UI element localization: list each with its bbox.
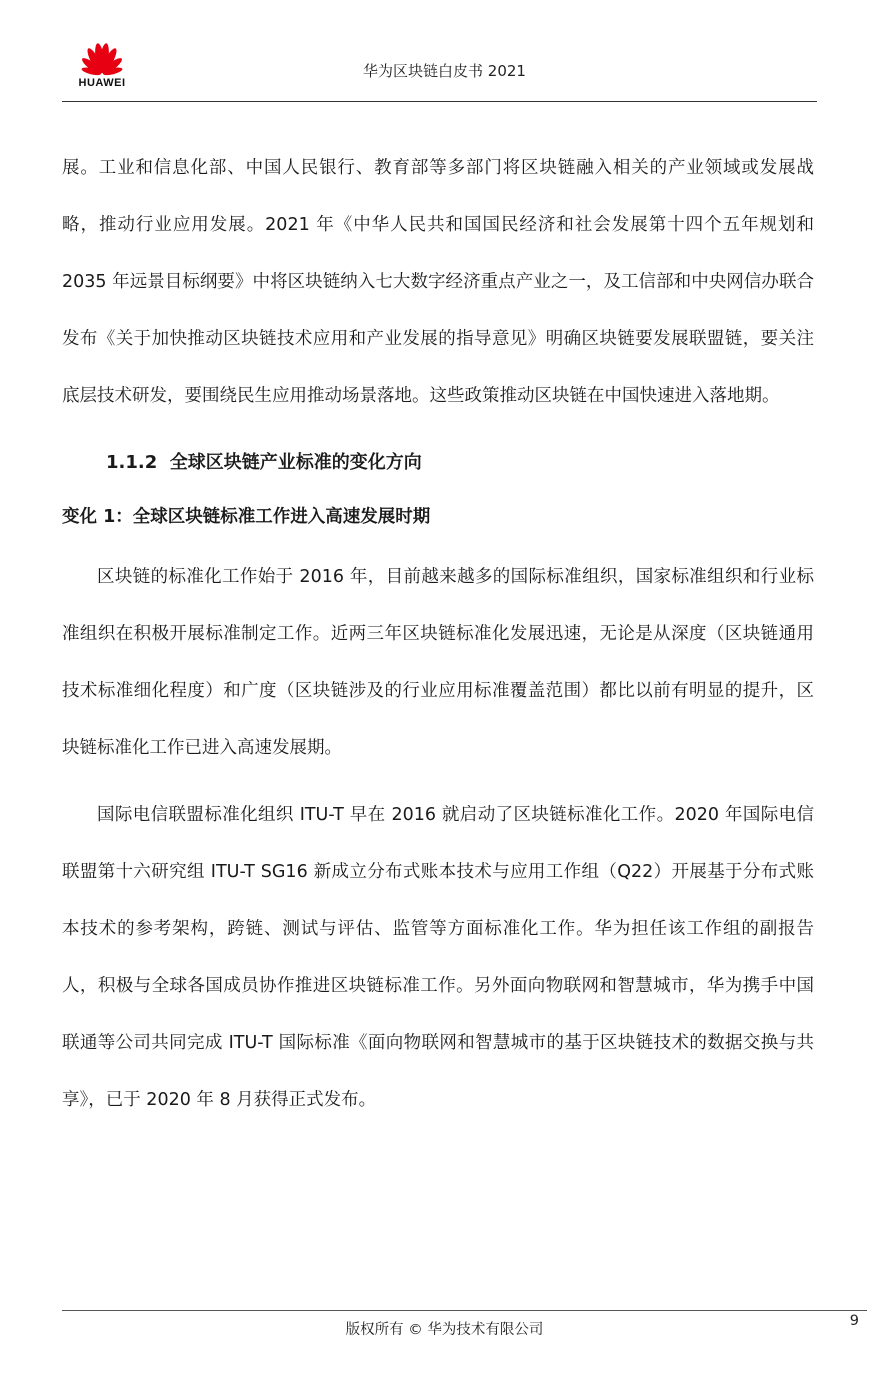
footer-copyright: 版权所有 © 华为技术有限公司 — [345, 1322, 544, 1338]
paragraph-standardization: 区块链的标准化工作始于 2016 年，目前越来越多的国际标准组织，国家标准组织和行业标准组织在积极开展标准制定工作。近两三年区块链标准化发展迅速，无论是从深度（区块链通用技术标准细化程度）和广度（区块链涉及的行业应用标准覆盖范围）都比以前有明显的提升，区块链标准化工作已进入高速发展期。 — [62, 567, 814, 758]
page-number: 9 — [849, 1313, 859, 1329]
document-title: 华为区块链白皮书 2021 — [363, 62, 526, 80]
paragraph-itu-t: 国际电信联盟标准化组织 ITU-T 早在 2016 就启动了区块链标准化工作。2020 年国际电信联盟第十六研究组 ITU-T SG16 新成立分布式账本技术与应用工作组（Q22）开展基于分布式账本技术的参考架构，跨链、测试与评估、监管等方面标准化工作。华为担任该工作组的副报告人，积极与全球各国成员协作推进区块链标准工作。另外面向物联网和智慧城市，华为携手中国联通等公司共同完成 ITU-T 国际标准《面向物联网和智慧城市的基于区块链技术的数据交换与共享》，已于 2020 年 8 月获得正式发布。 — [62, 805, 814, 1110]
section-title: 全球区块链产业标准的变化方向 — [169, 452, 422, 473]
page-content — [62, 140, 814, 1129]
subsection-heading: 变化 1：全球区块链标准工作进入高速发展时期 — [62, 507, 431, 527]
footer-divider — [62, 1310, 867, 1311]
section-heading — [62, 443, 814, 483]
logo-wordmark: HUAWEI — [78, 77, 126, 89]
paragraph-policy: 展。工业和信息化部、中国人民银行、教育部等多部门将区块链融入相关的产业领域或发展战略，推动行业应用发展。2021 年《中华人民共和国国民经济和社会发展第十四个五年规划和 2035 年远景目标纲要》中将区块链纳入七大数字经济重点产业之一，及工信部和中央网信办联合发布《关于加快推动区块链技术应用和产业发展的指导意见》明确区块链要发展联盟链，要关注底层技术研发，要围绕民生应用推动场景落地。这些政策推动区块链在中国快速进入落地期。 — [62, 158, 814, 406]
header-divider — [62, 101, 817, 102]
section-number: 1.1.2 — [106, 452, 158, 473]
